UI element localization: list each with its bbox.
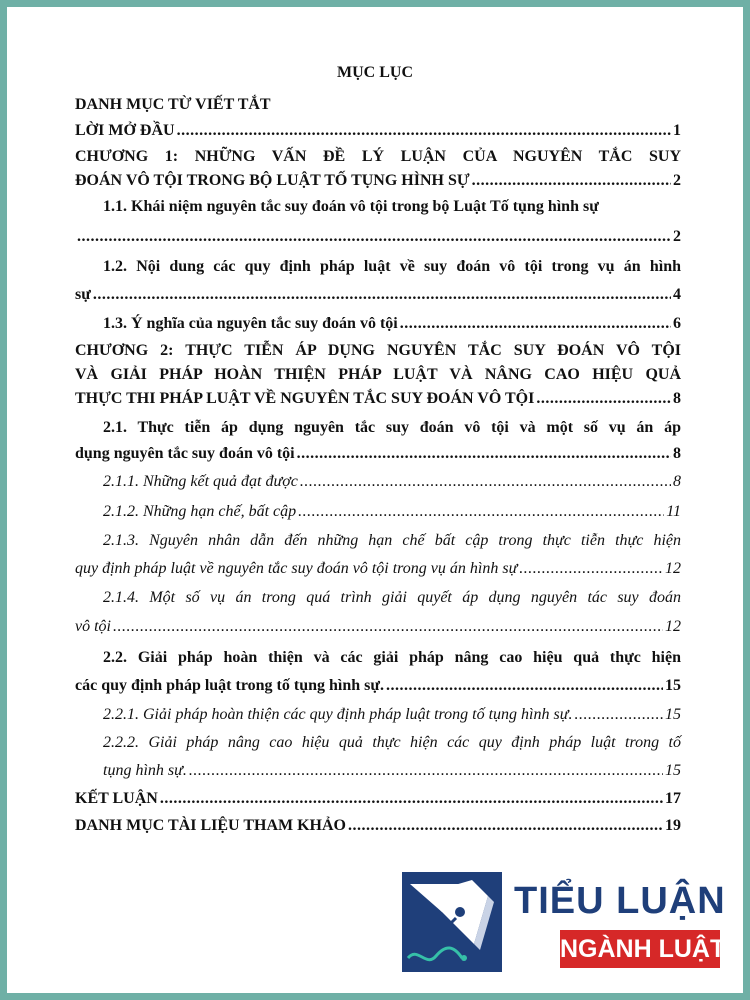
toc-section-2-2[interactable] (75, 675, 681, 697)
pen-nib-icon (402, 872, 502, 972)
toc-page: 17 (665, 790, 681, 807)
toc-page: 2 (673, 172, 681, 189)
toc-section-1-3[interactable] (103, 313, 681, 335)
toc-section-2-1-4-line-1[interactable]: 2.1.4. Một số vụ án trong quá trình giải quyết áp dụng nguyên tác suy đoán (103, 589, 681, 606)
dot-leader (297, 443, 671, 465)
toc-section-1-1[interactable] (75, 226, 681, 248)
toc-page: 8 (673, 445, 681, 462)
logo-title: TIỂU LUẬN (514, 880, 726, 922)
toc-label: dụng nguyên tắc suy đoán vô tội (75, 445, 295, 462)
dot-leader (386, 675, 663, 697)
toc-label: 2.1.2. Những hạn chế, bất cập (103, 503, 297, 520)
dot-leader (160, 788, 663, 810)
toc-label: tụng hình sự. (103, 762, 187, 779)
dot-leader (536, 388, 671, 410)
dot-leader (77, 226, 671, 248)
dot-leader (472, 170, 671, 192)
toc-label: THỰC THI PHÁP LUẬT VỀ NGUYÊN TẮC SUY ĐOÁN VÔ TỘI (75, 390, 535, 407)
toc-label: các quy định pháp luật trong tố tụng hình sự. (75, 677, 384, 694)
toc-page: 4 (673, 286, 681, 303)
toc-section-2-1-line-1[interactable]: 2.1. Thực tiễn áp dụng nguyên tắc suy đoán vô tội và một số vụ án áp (103, 419, 681, 436)
toc-page: 19 (665, 817, 681, 834)
toc-label: sự (75, 286, 91, 303)
toc-label: DANH MỤC TÀI LIỆU THAM KHẢO (75, 817, 346, 834)
dot-leader (300, 471, 671, 493)
toc-section-2-2-line-1[interactable]: 2.2. Giải pháp hoàn thiện và các giải pháp nâng cao hiệu quả thực hiện (103, 649, 681, 666)
toc-chapter-1[interactable] (75, 170, 681, 192)
toc-section-2-1-2[interactable] (103, 501, 681, 523)
toc-section-1-2-line-1[interactable]: 1.2. Nội dung các quy định pháp luật về suy đoán vô tội trong vụ án hình (103, 258, 681, 275)
toc-section-2-1-1[interactable] (103, 471, 681, 493)
toc-label: vô tội (75, 618, 111, 635)
toc-page: 11 (666, 503, 681, 520)
toc-references[interactable] (75, 815, 681, 837)
toc-conclusion[interactable] (75, 788, 681, 810)
dot-leader (177, 120, 671, 142)
toc-section-2-1-3-line-1[interactable]: 2.1.3. Nguyên nhân dẫn đến những hạn chế bất cập trong thực tiễn thực hiện (103, 532, 681, 549)
toc-section-2-1-4[interactable] (75, 616, 681, 638)
dot-leader (93, 284, 671, 306)
toc-chapter-2[interactable] (75, 388, 681, 410)
toc-page: 12 (665, 560, 681, 577)
dot-leader (348, 815, 663, 837)
logo-subtitle: NGÀNH LUẬT (560, 930, 720, 968)
toc-intro[interactable] (75, 120, 681, 142)
dot-leader (298, 501, 664, 523)
page-title: MỤC LỤC (337, 64, 413, 81)
toc-label: KẾT LUẬN (75, 790, 158, 807)
toc-page: 8 (673, 390, 681, 407)
toc-page: 15 (665, 677, 681, 694)
toc-page: 15 (665, 706, 681, 723)
dot-leader (113, 616, 663, 638)
toc-page: 6 (673, 315, 681, 332)
brand-logo (402, 872, 726, 972)
toc-label: 2.1.1. Những kết quả đạt được (103, 473, 298, 490)
dot-leader (519, 558, 663, 580)
toc-section-2-1-3[interactable] (75, 558, 681, 580)
toc-page: 2 (673, 228, 681, 245)
toc-abbreviations[interactable]: DANH MỤC TỪ VIẾT TẮT (75, 96, 271, 113)
toc-label: quy định pháp luật về nguyên tắc suy đoán vô tội trong vụ án hình sự (75, 560, 518, 577)
dot-leader (189, 760, 663, 782)
toc-label: ĐOÁN VÔ TỘI TRONG BỘ LUẬT TỐ TỤNG HÌNH SỰ (75, 172, 470, 189)
toc-section-2-2-2[interactable] (103, 760, 681, 782)
toc-page: 8 (673, 473, 681, 490)
dot-leader (400, 313, 671, 335)
toc-chapter-1-line-1[interactable]: CHƯƠNG 1: NHỮNG VẤN ĐỀ LÝ LUẬN CỦA NGUYÊN TẮC SUY (75, 148, 681, 165)
toc-section-2-1[interactable] (75, 443, 681, 465)
toc-label: 1.3. Ý nghĩa của nguyên tắc suy đoán vô tội (103, 315, 398, 332)
toc-page: 1 (673, 122, 681, 139)
toc-page: 15 (665, 762, 681, 779)
toc-chapter-2-line-2[interactable]: VÀ GIẢI PHÁP HOÀN THIỆN PHÁP LUẬT VÀ NÂNG CAO HIỆU QUẢ (75, 366, 681, 383)
toc-section-1-1-line-1[interactable]: 1.1. Khái niệm nguyên tắc suy đoán vô tội trong bộ Luật Tố tụng hình sự (103, 198, 599, 215)
toc-chapter-2-line-1[interactable]: CHƯƠNG 2: THỰC TIỄN ÁP DỤNG NGUYÊN TẮC SUY ĐOÁN VÔ TỘI (75, 342, 681, 359)
toc-section-2-2-1[interactable] (103, 704, 681, 726)
toc-label: 2.2.1. Giải pháp hoàn thiện các quy định pháp luật trong tố tụng hình sự. (103, 706, 573, 723)
toc-label: LỜI MỞ ĐẦU (75, 122, 175, 139)
toc-page: 12 (665, 618, 681, 635)
toc-section-1-2[interactable] (75, 284, 681, 306)
dot-leader (574, 704, 663, 726)
toc-section-2-2-2-line-1[interactable]: 2.2.2. Giải pháp nâng cao hiệu quả thực hiện các quy định pháp luật trong tố (103, 734, 681, 751)
